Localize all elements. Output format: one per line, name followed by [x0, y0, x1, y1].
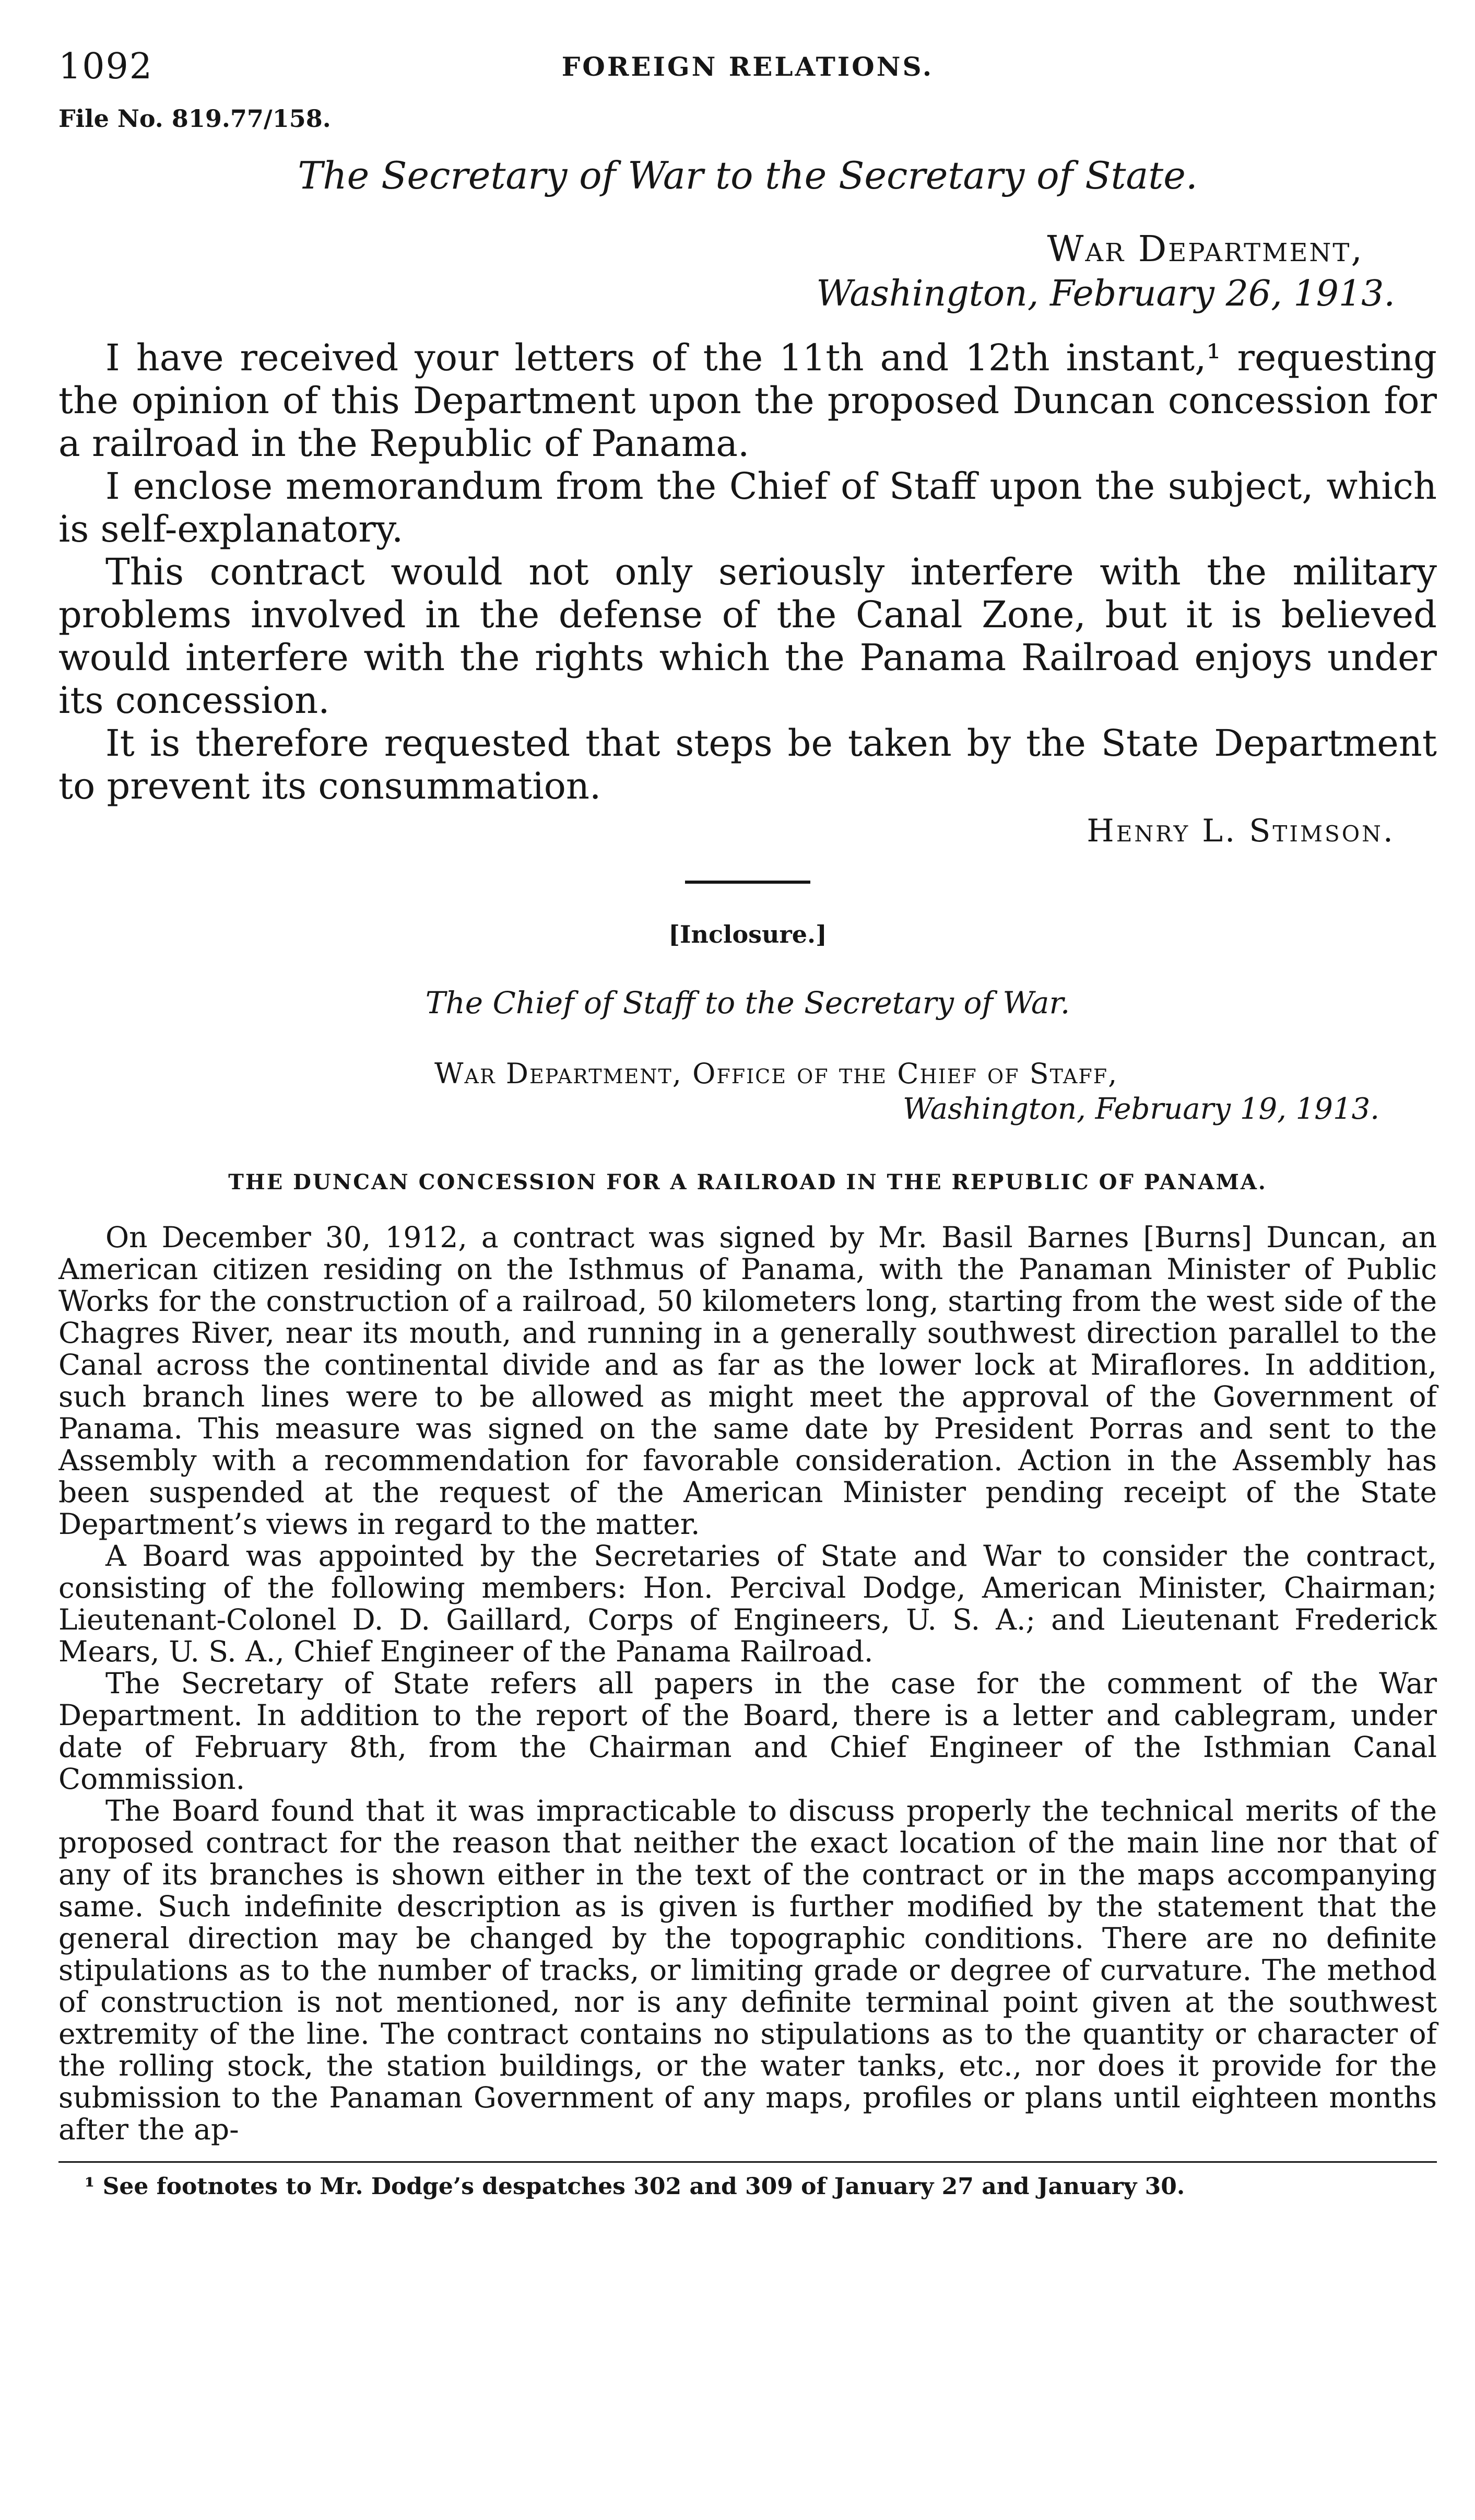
memorandum-paragraph: The Secretary of State refers all papers in the case for the comment of the War Department. In addition to the report of the Board, there is a letter and cablegram, under date of February 8th, from the Chairman and Chief Engineer of the Isthmian Canal Commission. [58, 1667, 1437, 1796]
letter-paragraph: I have received your letters of the 11th and 12th instant,¹ requesting the opinion of this Department upon the proposed Duncan concession for a railroad in the Republic of Panama. [58, 336, 1437, 465]
letter-title: The Secretary of War to the Secretary of State. [298, 154, 1198, 197]
file-number: File No. 819.77/158. [58, 104, 331, 133]
memorandum-heading: THE DUNCAN CONCESSION FOR A RAILROAD IN THE REPUBLIC OF PANAMA. [228, 1170, 1267, 1194]
memorandum-paragraph: The Board found that it was impracticable to discuss properly the technical merits of the proposed contract for the reason that neither the exact location of the main line nor that of any of its branches is shown either in the text of the contract or in the maps accompanying same. Such indefinite description as is given is further modified by the statement that the general direction may be changed by the topographic conditions. There are no definite stipulations as to the number of tracks, or limiting grade or degree of curvature. The method of construction is not mentioned, nor is any definite terminal point given at the southwest extremity of the line. The contract contains no stipulations as to the quantity or character of the rolling stock, the station buildings, or the water tanks, etc., nor does it provide for the submission to the Panaman Government of any maps, profiles or plans until eighteen months after the ap- [58, 1794, 1437, 2146]
inclosure-title: The Chief of Staff to the Secretary of War. [425, 985, 1070, 1021]
letter-paragraph: It is therefore requested that steps be taken by the State Department to prevent its consummation. [58, 722, 1437, 807]
inclosure-department: War Department, Office of the Chief of Staff, [434, 1057, 1118, 1090]
letter-paragraph: This contract would not only seriously interfere with the military problems involved in the defense of the Canal Zone, but it is believed would interfere with the rights which the Panama Railroad enjoys under its concession. [58, 550, 1437, 722]
inclosure-dateline [58, 1057, 1437, 1126]
footnote-divider [58, 2161, 1437, 2163]
running-head [58, 42, 1437, 99]
document-page [58, 42, 1437, 2200]
letter-department: War Department, [1047, 229, 1364, 270]
inclosure-date: Washington, February 19, 1913. [903, 1092, 1379, 1126]
letter-dateline [58, 229, 1437, 314]
memorandum-body [58, 1222, 1437, 2146]
inclosure-label: [Inclosure.] [668, 920, 827, 948]
memorandum-paragraph: A Board was appointed by the Secretaries of State and War to consider the contract, consisting of the following members: Hon. Percival Dodge, American Minister, Chairman; Lieutenant-Colonel D. D. Gaillard, Corps of Engineers, U. S. A.; and Lieutenant Frederick Mears, U. S. A., Chief Engineer of the Panama Railroad. [58, 1539, 1437, 1668]
letter-paragraph: I enclose memorandum from the Chief of Staff upon the subject, which is self-explanatory. [58, 465, 1437, 550]
memorandum-paragraph: On December 30, 1912, a contract was signed by Mr. Basil Barnes [Burns] Duncan, an American citizen residing on the Isthmus of Panama, with the Panaman Minister of Public Works for the construction of a railroad, 50 kilometers long, starting from the west side of the Chagres River, near its mouth, and running in a generally southwest direction parallel to the Canal across the continental divide and as far as the lower lock at Miraflores. In addition, such branch lines were to be allowed as might meet the approval of the Government of Panama. This measure was signed on the same date by President Porras and sent to the Assembly with a recommendation for favorable consideration. Action in the Assembly has been suspended at the request of the American Minister pending receipt of the State Department’s views in regard to the matter. [58, 1221, 1437, 1541]
section-divider [685, 881, 810, 884]
letter-body [58, 336, 1437, 807]
letter-date: Washington, February 26, 1913. [816, 273, 1395, 314]
running-title: FOREIGN RELATIONS. [561, 51, 934, 82]
footnote: ¹ See footnotes to Mr. Dodge’s despatches 302 and 309 of January 27 and January 30. [85, 2173, 1185, 2200]
letter-signature: Henry L. Stimson. [1087, 813, 1395, 849]
page-number: 1092 [58, 46, 154, 87]
